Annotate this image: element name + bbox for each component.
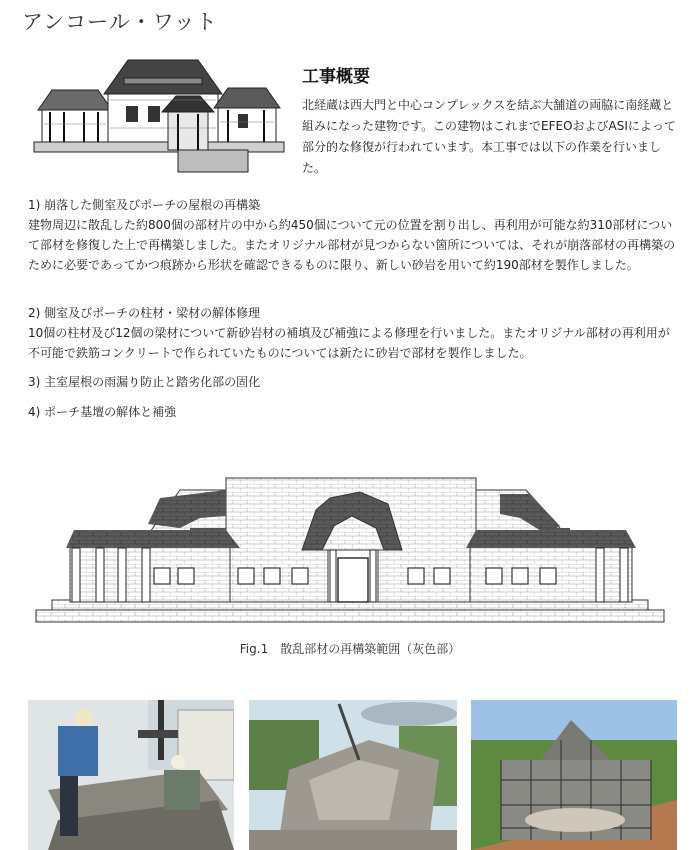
work-item-heading: 4) ポーチ基壇の解体と補強 (28, 405, 177, 419)
summary-text: 北経蔵は西大門と中心コンプレックスを結ぶ大舗道の両脇に南経蔵と組みになった建物です。この建物はこれまでEFEOおよびASIによって部分的な修復が行われています。本工事では以下の作業を行いました。 (302, 98, 676, 175)
site-title: アンコール・ワット (22, 10, 218, 34)
figure-caption: Fig.1 散乱部材の再構築範囲（灰色部） (239, 642, 461, 656)
scaffolding-photo (471, 700, 677, 850)
library-illustration (28, 50, 290, 180)
work-item-1 (28, 195, 678, 275)
workers-photo (28, 700, 234, 850)
work-item-heading: 1) 崩落した側室及びポーチの屋根の再構築 (28, 198, 261, 212)
work-item-heading: 2) 側室及びポーチの柱材・梁材の解体修理 (28, 306, 261, 320)
work-item-3 (28, 372, 678, 392)
work-item-body: 10個の柱材及び12個の梁材について新砂岩材の補填及び補強による修理を行いました。またオリジナル部材の再利用が不可能で鉄筋コンクリートで作られていたものについては新たに砂岩で部材を製作しました。 (28, 326, 670, 360)
work-item-4 (28, 402, 678, 422)
work-item-body: 建物周辺に散乱した約800個の部材片の中から約450個について元の位置を割り出し、再利用が可能な約310部材について部材を修復した上で再構築しました。またオリジナル部材が見つからない箇所については、それが崩落部材の再構築のために必要であってかつ痕跡から形状を確認できるものに限り、新しい砂岩を用いて約190部材を製作しました。 (28, 218, 676, 272)
summary-title: 工事概要 (302, 67, 370, 87)
work-item-2 (28, 303, 678, 363)
work-item-heading: 3) 主室屋根の雨漏り防止と踏劣化部の固化 (28, 375, 261, 389)
elevation-drawing (30, 468, 670, 638)
stone-blocks-photo (249, 700, 457, 850)
